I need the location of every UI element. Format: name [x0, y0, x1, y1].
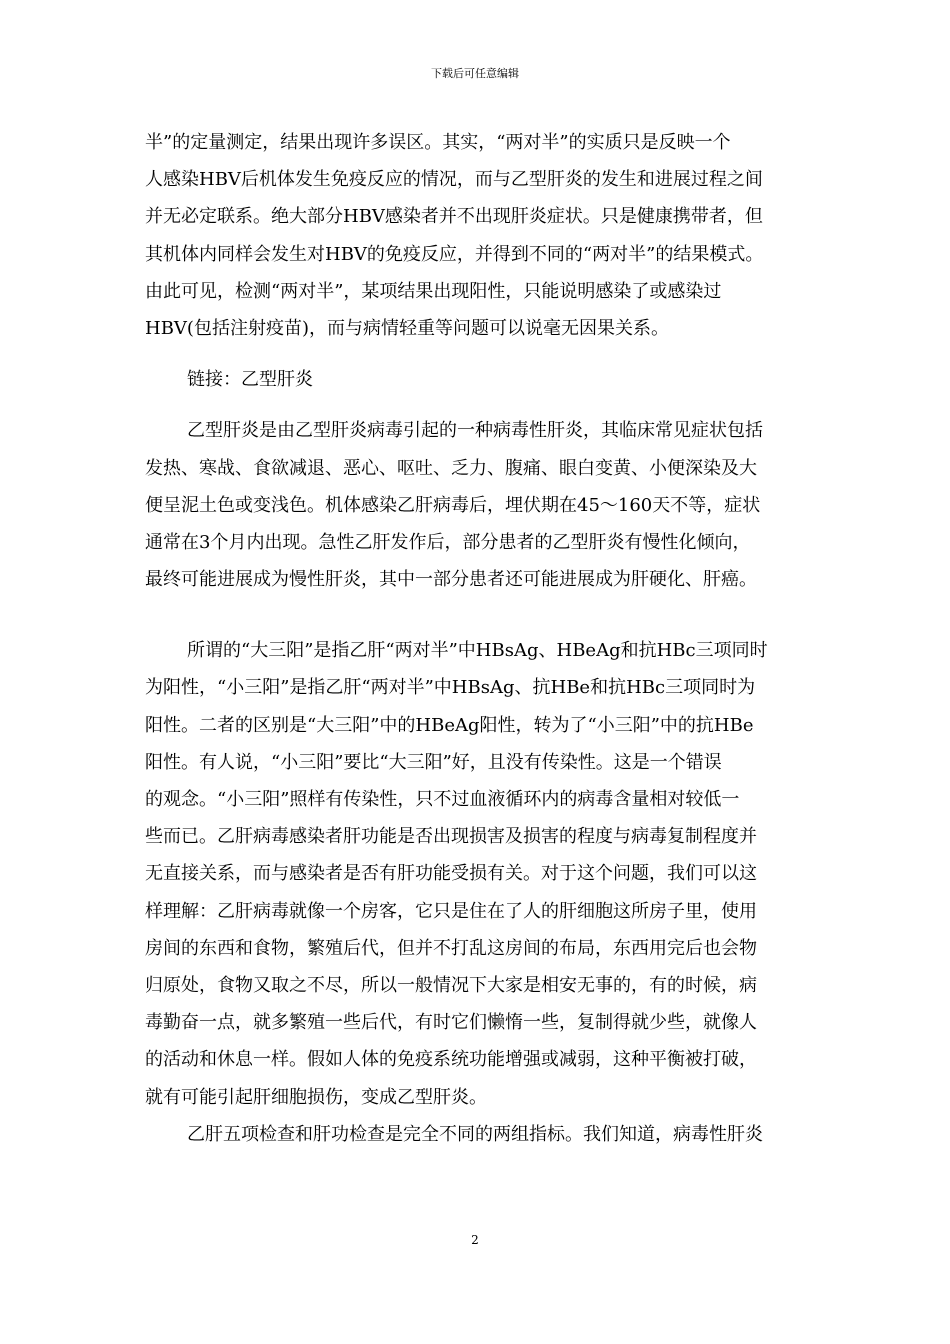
text-line: 的观念。“小三阳”照样有传染性，只不过血液循环内的病毒含量相对较低一: [145, 789, 740, 810]
section-link-heading: 链接：乙型肝炎: [187, 369, 313, 391]
paragraph-link-heading: [145, 361, 807, 398]
text-line: 房间的东西和食物，繁殖后代，但并不打乱这房间的布局，东西用完后也会物: [145, 937, 757, 959]
text-line: 样理解：乙肝病毒就像一个房客，它只是住在了人的肝细胞这所房子里，使用: [145, 900, 757, 922]
text-line: 人感染HBV后机体发生免疫反应的情况，而与乙型肝炎的发生和进展过程之间: [145, 169, 763, 191]
paragraph-big-small-three-positive: [145, 632, 807, 1115]
text-line: 为阳性，“小三阳”是指乙肝“两对半”中HBsAg、抗HBe和抗HBc三项同时为: [145, 677, 756, 699]
text-line: 毒勤奋一点，就多繁殖一些后代，有时它们懒惰一些，复制得就少些，就像人: [145, 1012, 757, 1034]
text-line: 阳性。二者的区别是“大三阳”中的HBeAg阳性，转为了“小三阳”中的抗HBe: [145, 714, 754, 736]
text-line: 并无必定联系。绝大部分HBV感染者并不出现肝炎症状。只是健康携带者，但: [145, 206, 763, 228]
text-line: 阳性。有人说，“小三阳”要比“大三阳”好，且没有传染性。这是一个错误: [145, 751, 722, 773]
paragraph-hepatitis-b-intro: [145, 412, 807, 598]
text-line: 由此可见，检测“两对半”，某项结果出现阳性，只能说明感染了或感染过: [145, 280, 722, 302]
text-line: 就有可能引起肝细胞损伤，变成乙型肝炎。: [145, 1086, 487, 1108]
text-line: 归原处，食物又取之不尽，所以一般情况下大家是相安无事的，有的时候，病: [145, 974, 757, 996]
page-header-note: 下载后可任意编辑: [431, 67, 519, 80]
text-line: 便呈泥土色或变浅色。机体感染乙肝病毒后，埋伏期在45～160天不等，症状: [145, 494, 761, 516]
paragraph-liver-function-tests: [145, 1116, 807, 1153]
text-line: 些而已。乙肝病毒感染者肝功能是否出现损害及损害的程度与病毒复制程度并: [145, 826, 757, 848]
text-line: 发热、寒战、食欲减退、恶心、呕吐、乏力、腹痛、眼白变黄、小便深染及大: [145, 457, 757, 479]
page-number: 2: [471, 1233, 479, 1247]
text-line: 乙型肝炎是由乙型肝炎病毒引起的一种病毒性肝炎，其临床常见症状包括: [187, 420, 763, 442]
text-line: 的活动和休息一样。假如人体的免疫系统功能增强或减弱，这种平衡被打破，: [145, 1049, 757, 1071]
text-line: 所谓的“大三阳”是指乙肝“两对半”中HBsAg、HBeAg和抗HBc三项同时: [187, 640, 768, 662]
text-line: HBV(包括注射疫苗)，而与病情轻重等问题可以说毫无因果关系。: [145, 317, 669, 339]
text-line: 通常在3个月内出现。急性乙肝发作后，部分患者的乙型肝炎有慢性化倾向，: [145, 531, 751, 553]
text-line: 其机体内同样会发生对HBV的免疫反应，并得到不同的“两对半”的结果模式。: [145, 243, 764, 265]
document-body: [145, 124, 807, 1153]
text-line: 最终可能进展成为慢性肝炎，其中一部分患者还可能进展成为肝硬化、肝癌。: [145, 569, 757, 591]
text-line: 无直接关系，而与感染者是否有肝功能受损有关。对于这个问题，我们可以这: [145, 863, 757, 885]
text-line: 半”的定量测定，结果出现许多误区。其实，“两对半”的实质只是反映一个: [145, 132, 731, 153]
text-line: 乙肝五项检查和肝功检查是完全不同的两组指标。我们知道，病毒性肝炎: [187, 1123, 763, 1145]
paragraph-hbv-two-pairs: [145, 124, 807, 347]
